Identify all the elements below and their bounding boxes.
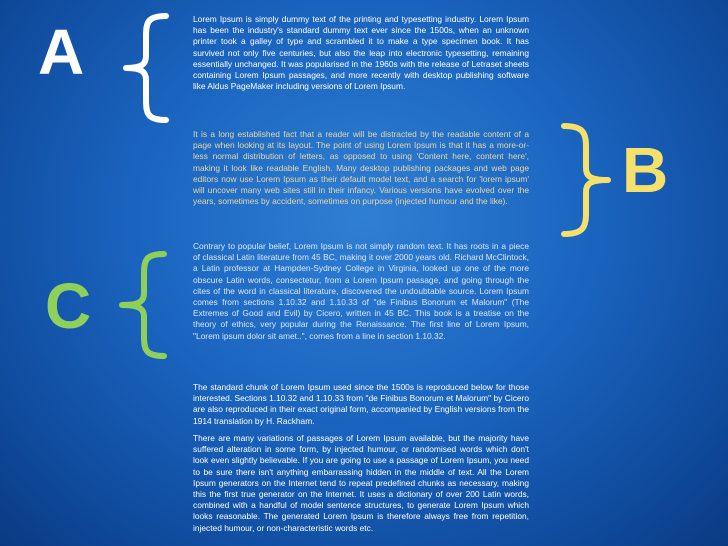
- left-brace-c-icon: [114, 250, 172, 360]
- label-c: C: [45, 270, 92, 342]
- paragraph-1: Lorem Ipsum is simply dummy text of the printing and typesetting industry. Lorem Ipsum has been the industry's standard dummy text ever since the 1500s, when an unknown printer took a galley of type and scrambled it to make a type specimen book. It has survived not only five centuries, but also the leap into electronic typesetting, remaining essentially unchanged. It was popularised in the 1960s with the release of Letraset sheets containing Lorem Ipsum passages, and more recently with desktop publishing software like Aldus PageMaker including versions of Lorem Ipsum.: [193, 14, 529, 92]
- right-brace-b-icon: [556, 122, 616, 238]
- left-brace-a-icon: [118, 12, 174, 124]
- paragraph-2: It is a long established fact that a reader will be distracted by the readable content of a page when looking at its layout. The point of using Lorem Ipsum is that it has a more-or-less normal distribution of letters, as opposed to using 'Content here, content here', making it look like readable English. Many desktop publishing packages and web page editors now use Lorem Ipsum as their default model text, and a search for 'lorem ipsum' will uncover many web sites still in their infancy. Various versions have evolved over the years, sometimes by accident, sometimes on purpose (injected humour and the like).: [193, 129, 529, 207]
- paragraph-4: The standard chunk of Lorem Ipsum used since the 1500s is reproduced below for those interested. Sections 1.10.32 and 1.10.33 from "de Finibus Bonorum et Malorum" by Cicero are also reproduced in their exact original form, accompanied by English versions from the 1914 translation by H. Rackham.: [193, 382, 529, 426]
- label-b: B: [622, 134, 669, 206]
- paragraph-5: There are many variations of passages of Lorem Ipsum available, but the majority have suffered alteration in some form, by injected humour, or randomised words which don't look even slightly believable. If you are going to use a passage of Lorem Ipsum, you need to be sure there isn't anything embarrassing hidden in the middle of text. All the Lorem Ipsum generators on the Internet tend to repeat predefined chunks as necessary, making this the first true generator on the Internet. It uses a dictionary of over 200 Latin words, combined with a handful of model sentence structures, to generate Lorem Ipsum which looks reasonable. The generated Lorem Ipsum is therefore always free from repetition, injected humour, or non-characteristic words etc.: [193, 433, 529, 533]
- label-a: A: [38, 16, 85, 88]
- paragraph-3: Contrary to popular belief, Lorem Ipsum is not simply random text. It has roots in a piece of classical Latin literature from 45 BC, making it over 2000 years old. Richard McClintock, a Latin professor at Hampden-Sydney College in Virginia, looked up one of the more obscure Latin words, consectetur, from a Lorem Ipsum passage, and going through the cites of the word in classical literature, discovered the undoubtable source. Lorem Ipsum comes from sections 1.10.32 and 1.10.33 of "de Finibus Bonorum et Malorum" (The Extremes of Good and Evil) by Cicero, written in 45 BC. This book is a treatise on the theory of ethics, very popular during the Renaissance. The first line of Lorem Ipsum, "Lorem ipsum dolor sit amet..", comes from a line in section 1.10.32.: [193, 241, 529, 341]
